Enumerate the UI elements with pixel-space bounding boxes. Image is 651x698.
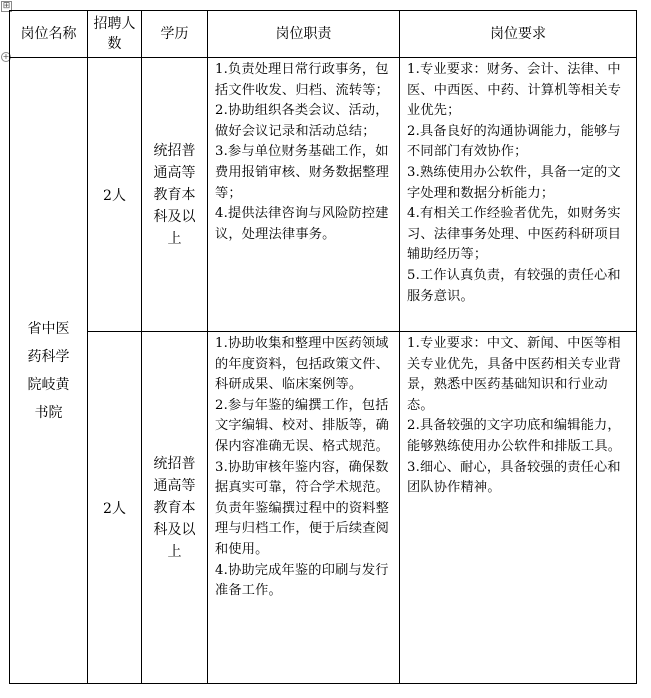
unit-name-line: 院岐黄 <box>27 376 70 393</box>
requirement-item: 3.细心、耐心，具备较强的责任心和团队协作精神。 <box>407 459 621 496</box>
table-header-row <box>10 11 637 58</box>
education-cell: 统招普通高等教育本科及以上 <box>142 58 208 332</box>
requirement-item: 1.专业要求：财务、会计、法律、中医、中西医、中药、计算机等相关专业优先； <box>407 62 622 119</box>
count-cell: 2人 <box>88 58 142 332</box>
duty-item: 4.协助完成年鉴的印刷与发行准备工作。 <box>215 562 389 599</box>
unit-name-cell <box>10 58 88 684</box>
recruitment-table <box>9 10 637 684</box>
duty-item: 1.协助收集和整理中医药领域的年度资料，包括政策文件、科研成果、临床案例等。 <box>215 336 390 393</box>
duty-item: 3.协助审核年鉴内容，确保数据真实可靠，符合学术规范。 <box>215 459 390 496</box>
table-row <box>10 332 637 684</box>
duty-item: 2.参与年鉴的编撰工作，包括文字编辑、校对、排版等，确保内容准确无误、格式规范。 <box>215 397 390 454</box>
unit-name-line: 书院 <box>34 404 63 421</box>
duty-item: 2.协助组织各类会议、活动，做好会议记录和活动总结； <box>215 103 389 139</box>
requirement-item: 2.具备良好的沟通协调能力，能够与不同部门有效协作； <box>407 123 621 160</box>
header-unit: 岗位名称 <box>10 11 88 58</box>
duty-item: 负责年鉴编撰过程中的资料整理与归档工作，便于后续查阅和使用。 <box>215 500 390 557</box>
header-education: 学历 <box>142 11 208 58</box>
unit-name-line: 省中医 <box>27 320 70 337</box>
duty-item: 1.负责处理日常行政事务，包括文件收发、归档、流转等； <box>215 62 390 98</box>
requirements-cell <box>400 58 637 332</box>
requirement-item: 4.有相关工作经验者优先，如财务实习、法律事务处理、中医药科研项目辅助经历等； <box>407 206 622 263</box>
education-cell: 统招普通高等教育本科及以上 <box>142 332 208 684</box>
unit-name-line: 药科学 <box>27 348 70 365</box>
duty-item: 4.提供法律咨询与风险防控建议，处理法律事务。 <box>215 206 389 242</box>
requirement-item: 1.专业要求：中文、新闻、中医等相关专业优先，具备中医药相关专业背景，熟悉中医药基础知识和行业动态。 <box>407 336 622 413</box>
table-row <box>10 58 637 332</box>
header-requirements: 岗位要求 <box>400 11 637 58</box>
duties-cell <box>208 332 400 684</box>
header-count: 招聘人数 <box>88 11 142 58</box>
insert-row-icon[interactable]: + <box>2 52 10 61</box>
requirement-item: 3.熟练使用办公软件，具备一定的文字处理和数据分析能力； <box>407 164 621 201</box>
requirement-item: 2.具备较强的文字功底和编辑能力，能够熟练使用办公软件和排版工具。 <box>407 418 622 454</box>
header-duties: 岗位职责 <box>208 11 400 58</box>
count-cell: 2人 <box>88 332 142 684</box>
duty-item: 3.参与单位财务基础工作，如费用报销审核、财务数据整理等； <box>215 144 390 201</box>
table-move-handle-icon[interactable]: ⊞ <box>2 1 11 11</box>
requirement-item: 5.工作认真负责，有较强的责任心和服务意识。 <box>407 267 621 304</box>
duties-cell <box>208 58 400 332</box>
requirements-cell <box>400 332 637 684</box>
